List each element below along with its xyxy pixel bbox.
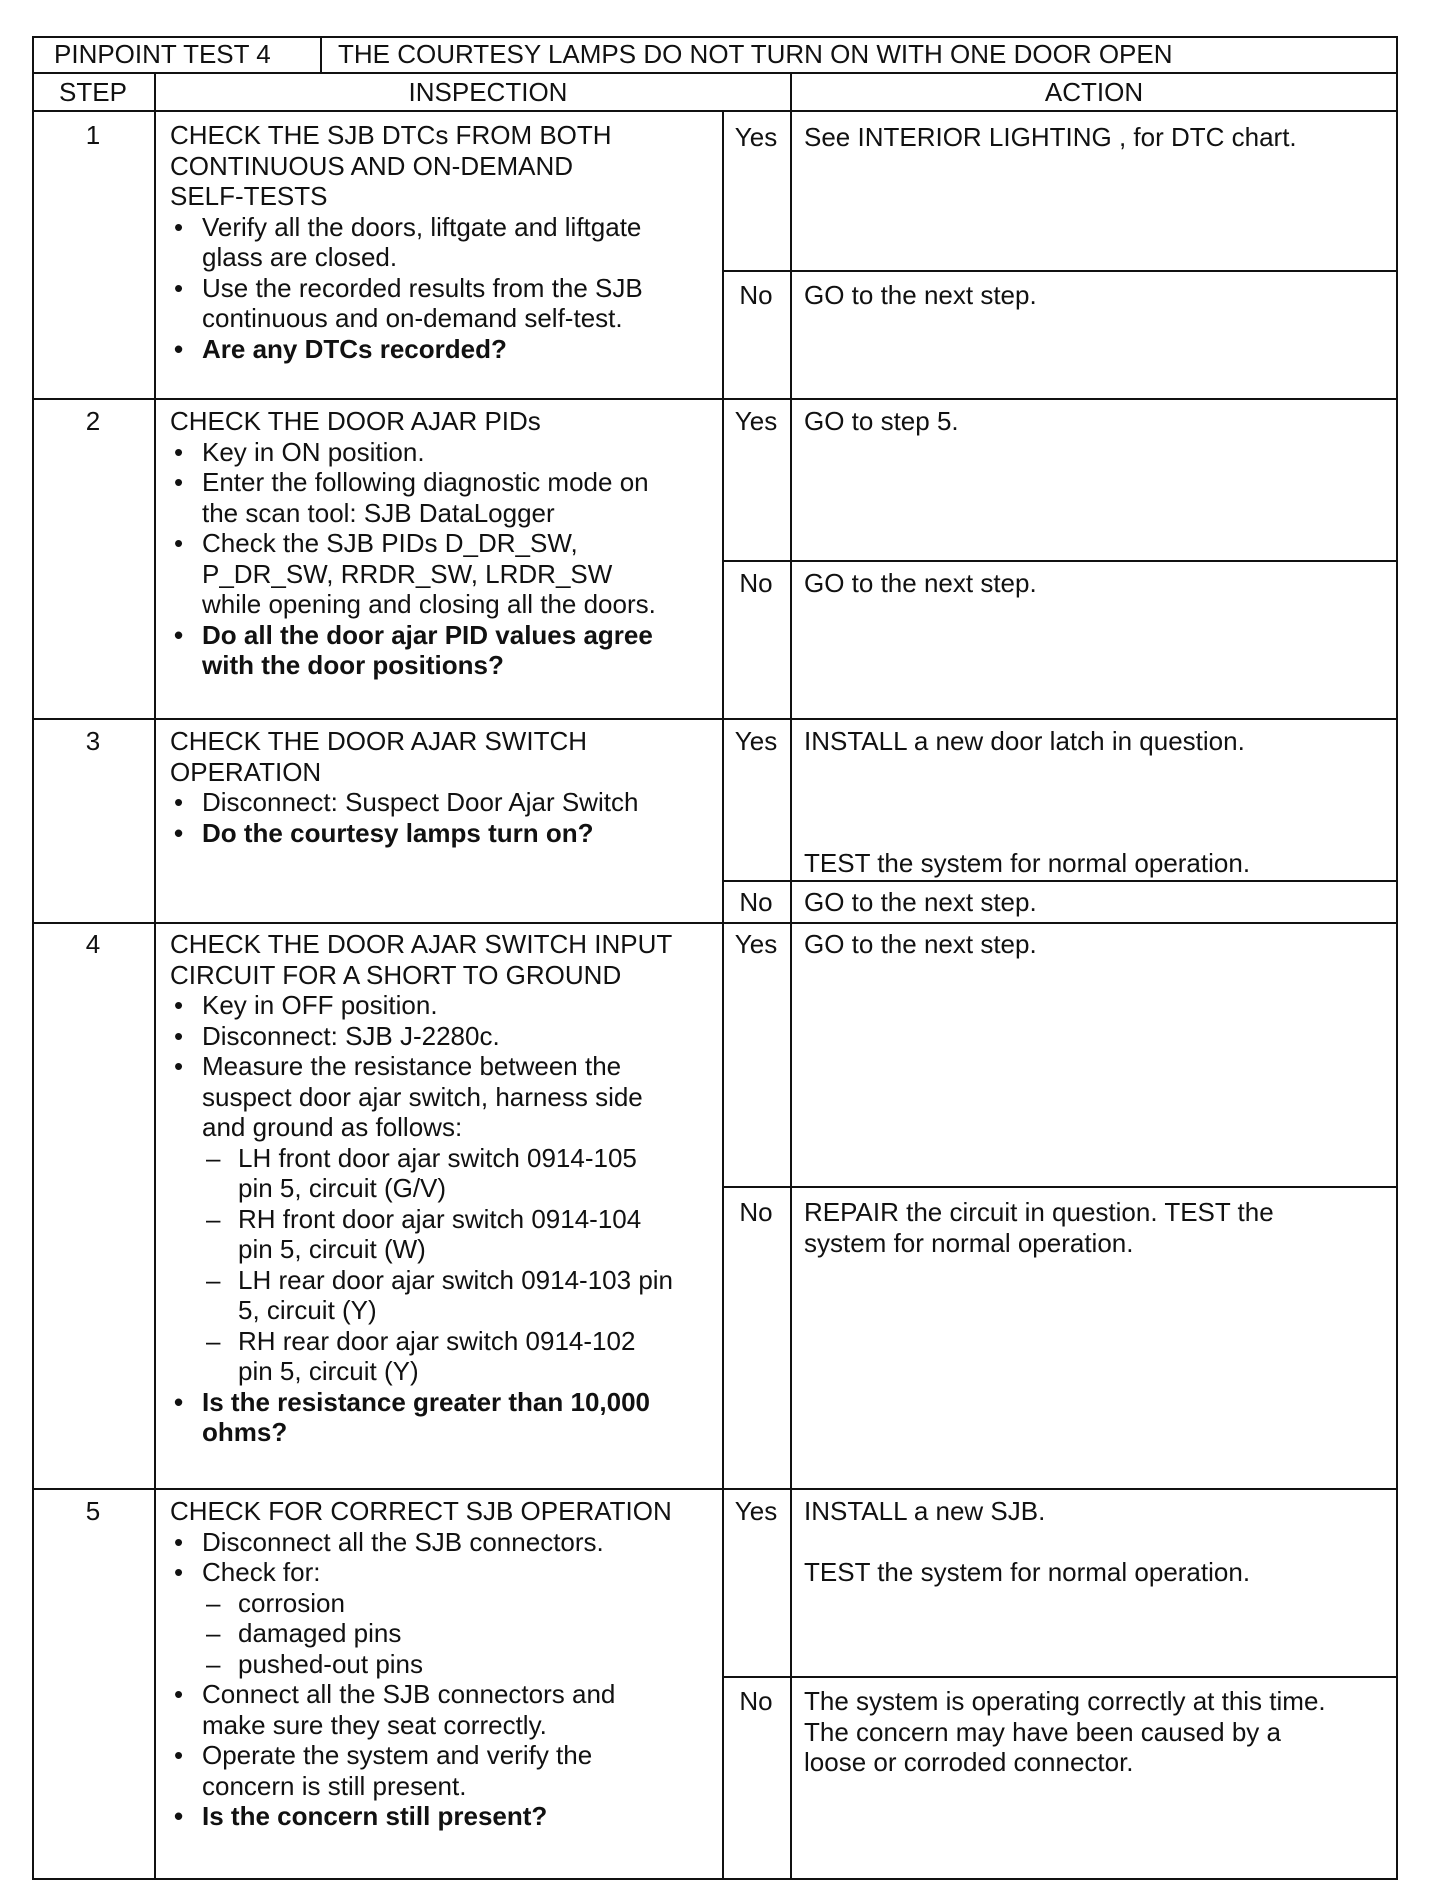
bullet-icon: • — [174, 272, 184, 303]
step-title-line: CONTINUOUS AND ON-DEMAND — [170, 150, 574, 181]
step-title-line: CHECK THE DOOR AJAR PIDs — [170, 406, 541, 436]
bullet-icon: • — [174, 1020, 184, 1051]
dash-icon: – — [206, 1587, 221, 1618]
step-title-line: OPERATION — [170, 756, 322, 787]
step-question: ohms? — [202, 1417, 288, 1447]
bullet-icon: • — [174, 1740, 184, 1770]
no-action: The concern may have been caused by a — [804, 1716, 1281, 1747]
bullet-icon: • — [174, 211, 184, 242]
bullet-text: Disconnect all the SJB connectors. — [202, 1526, 604, 1557]
no-label: No — [739, 887, 773, 917]
step-question: Do the courtesy lamps turn on? — [202, 817, 594, 848]
yes-action: GO to step 5. — [804, 406, 959, 436]
yesno-split-3 — [722, 880, 1398, 882]
bullet-text: Connect all the SJB connectors and — [202, 1679, 616, 1709]
bullet-icon: • — [174, 333, 184, 364]
no-action: loose or corroded connector. — [804, 1747, 1134, 1777]
step-question: with the door positions? — [202, 650, 504, 680]
bullet-text: Use the recorded results from the SJB — [202, 272, 643, 303]
yes-action: TEST the system for normal operation. — [804, 1557, 1251, 1587]
no-action: REPAIR the circuit in question. TEST the — [804, 1197, 1274, 1227]
column-header-step: STEP — [59, 77, 127, 107]
bullet-text: make sure they seat correctly. — [202, 1709, 547, 1740]
test-label: PINPOINT TEST 4 — [54, 39, 271, 69]
bullet-icon: • — [174, 619, 184, 650]
dash-icon: – — [206, 1264, 221, 1295]
bullet-icon: • — [174, 1526, 184, 1557]
bullet-text: P_DR_SW, RRDR_SW, LRDR_SW — [202, 558, 613, 589]
no-action: system for normal operation. — [804, 1227, 1134, 1258]
bullet-icon: • — [174, 787, 184, 817]
yes-label: Yes — [734, 406, 778, 436]
step-divider-1 — [32, 398, 1398, 400]
sub-item-text: corrosion — [238, 1587, 345, 1618]
bullet-text: Key in ON position. — [202, 436, 425, 467]
yes-action: See INTERIOR LIGHTING , for DTC chart. — [804, 122, 1297, 152]
sub-item-text: RH rear door ajar switch 0914-102 — [238, 1325, 636, 1356]
sub-item-text: damaged pins — [238, 1618, 402, 1648]
yes-label: Yes — [734, 726, 778, 756]
action-column-divider — [790, 72, 792, 1880]
sub-item-text: 5, circuit (Y) — [238, 1295, 377, 1325]
yesno-split-1 — [722, 270, 1398, 272]
step-number: 1 — [85, 120, 101, 150]
yes-action: INSTALL a new SJB. — [804, 1496, 1046, 1526]
dash-icon: – — [206, 1618, 221, 1648]
test-title: THE COURTESY LAMPS DO NOT TURN ON WITH ONE DOOR OPEN — [338, 39, 1173, 69]
step-title-line: CHECK THE DOOR AJAR SWITCH — [170, 726, 588, 756]
no-action: GO to the next step. — [804, 280, 1037, 310]
no-action: GO to the next step. — [804, 568, 1037, 598]
bullet-text: concern is still present. — [202, 1770, 467, 1801]
bullet-icon: • — [174, 528, 184, 558]
step-divider-2 — [32, 718, 1398, 720]
step-question: Do all the door ajar PID values agree — [202, 619, 653, 650]
bullet-text: and ground as follows: — [202, 1112, 463, 1142]
bullet-text: while opening and closing all the doors. — [202, 589, 656, 619]
bullet-text: continuous and on-demand self-test. — [202, 303, 623, 333]
step-column-divider — [154, 72, 156, 1880]
no-action: The system is operating correctly at this time. — [804, 1686, 1326, 1716]
bullet-icon: • — [174, 817, 184, 848]
yes-action: TEST the system for normal operation. — [804, 848, 1251, 878]
bullet-text: Disconnect: Suspect Door Ajar Switch — [202, 787, 639, 817]
column-header-divider — [32, 110, 1398, 112]
bullet-icon: • — [174, 467, 184, 497]
bullet-text: Measure the resistance between the — [202, 1051, 622, 1081]
step-title-line: CHECK THE SJB DTCs FROM BOTH — [170, 120, 612, 150]
bullet-text: glass are closed. — [202, 242, 398, 272]
yes-action: GO to the next step. — [804, 929, 1037, 959]
sub-item-text: pushed-out pins — [238, 1648, 424, 1679]
dash-icon: – — [206, 1142, 221, 1173]
step-title-line: CHECK THE DOOR AJAR SWITCH INPUT — [170, 929, 673, 959]
bullet-icon: • — [174, 1386, 184, 1417]
bullet-text: Key in OFF position. — [202, 990, 438, 1020]
sub-item-text: pin 5, circuit (W) — [238, 1234, 426, 1264]
yes-label: Yes — [734, 1496, 778, 1526]
bullet-text: Disconnect: SJB J-2280c. — [202, 1020, 500, 1051]
step-number: 2 — [85, 406, 101, 436]
bullet-icon: • — [174, 1801, 184, 1831]
bullet-text: Check the SJB PIDs D_DR_SW, — [202, 528, 578, 558]
header-title-divider — [320, 36, 322, 72]
bullet-text: the scan tool: SJB DataLogger — [202, 497, 555, 528]
bullet-text: Check for: — [202, 1557, 321, 1587]
bullet-icon: • — [174, 436, 184, 467]
bullet-icon: • — [174, 1557, 184, 1587]
column-header-action: ACTION — [1044, 77, 1144, 107]
no-label: No — [739, 568, 773, 598]
bullet-icon: • — [174, 990, 184, 1020]
no-label: No — [739, 1686, 773, 1716]
dash-icon: – — [206, 1325, 221, 1356]
no-label: No — [739, 280, 773, 310]
step-question: Are any DTCs recorded? — [202, 333, 507, 364]
step-number: 5 — [85, 1496, 101, 1526]
step-number: 4 — [85, 929, 101, 959]
bullet-icon: • — [174, 1679, 184, 1709]
sub-item-text: pin 5, circuit (G/V) — [238, 1173, 447, 1203]
step-question: Is the resistance greater than 10,000 — [202, 1386, 651, 1417]
bullet-text: suspect door ajar switch, harness side — [202, 1081, 643, 1112]
bullet-text: Enter the following diagnostic mode on — [202, 467, 649, 497]
sub-item-text: LH rear door ajar switch 0914-103 pin — [238, 1264, 674, 1295]
bullet-text: Operate the system and verify the — [202, 1740, 593, 1770]
step-title-line: CIRCUIT FOR A SHORT TO GROUND — [170, 959, 622, 990]
dash-icon: – — [206, 1203, 221, 1234]
no-action: GO to the next step. — [804, 887, 1037, 917]
pinpoint-test-page — [32, 36, 1398, 1880]
sub-item-text: pin 5, circuit (Y) — [238, 1356, 419, 1386]
bullet-text: Verify all the doors, liftgate and liftgate — [202, 211, 642, 242]
yesno-split-5 — [722, 1676, 1398, 1678]
sub-item-text: RH front door ajar switch 0914-104 — [238, 1203, 642, 1234]
step-number: 3 — [85, 726, 101, 756]
yesno-column-divider — [722, 110, 724, 1880]
yes-label: Yes — [734, 929, 778, 959]
step-question: Is the concern still present? — [202, 1801, 548, 1831]
yes-label: Yes — [734, 122, 778, 152]
column-header-inspection: INSPECTION — [408, 77, 568, 107]
no-label: No — [739, 1197, 773, 1227]
yesno-split-2 — [722, 560, 1398, 562]
step-title-line: CHECK FOR CORRECT SJB OPERATION — [170, 1496, 672, 1526]
yes-action: INSTALL a new door latch in question. — [804, 726, 1245, 756]
bullet-icon: • — [174, 1051, 184, 1081]
step-divider-4 — [32, 1488, 1398, 1490]
step-title-line: SELF-TESTS — [170, 181, 328, 211]
dash-icon: – — [206, 1648, 221, 1679]
step-divider-3 — [32, 922, 1398, 924]
sub-item-text: LH front door ajar switch 0914-105 — [238, 1142, 637, 1173]
yesno-split-4 — [722, 1186, 1398, 1188]
